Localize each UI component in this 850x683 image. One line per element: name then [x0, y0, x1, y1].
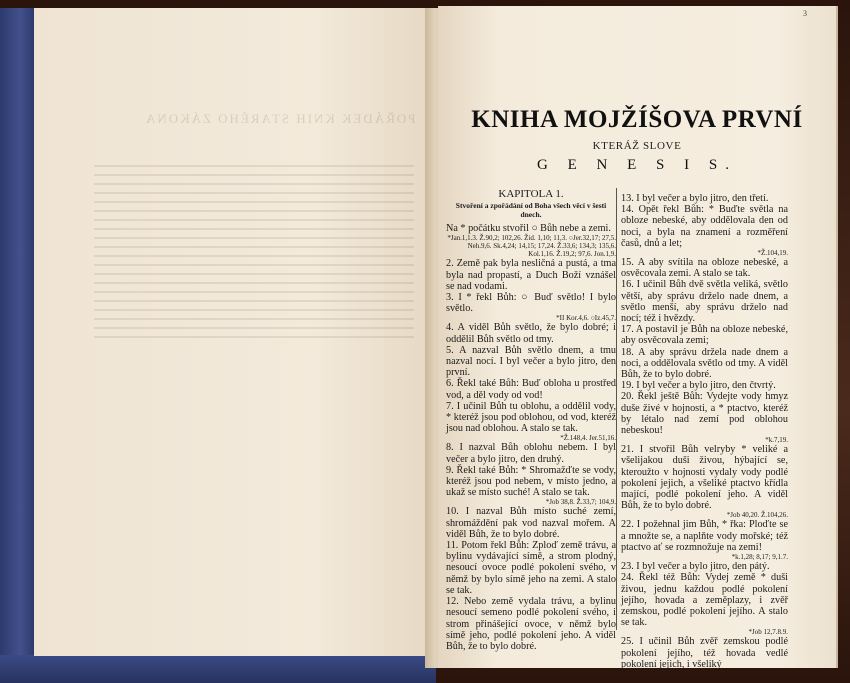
chapter-heading: KAPITOLA 1. — [498, 188, 564, 200]
verse — [621, 636, 788, 670]
verse — [446, 345, 616, 379]
verse-text: 22. I požehnal jim Bůh, * řka: Ploďte se a množte se, a naplňte vody mořské; též ptactvo ať se rozmnožuje na zemi! — [621, 519, 788, 553]
right-text-column — [621, 193, 788, 670]
verse — [446, 401, 616, 443]
cross-reference: *Job 12,7.8.9. — [748, 628, 788, 637]
verse-text: 4. A viděl Bůh světlo, že bylo dobré; i oddělil Bůh světlo od tmy. — [446, 322, 616, 345]
verse — [621, 279, 788, 324]
left-page-bleedthrough-heading: POŘÁDEK KNIH STARÉHO ZÁKONA — [144, 111, 416, 126]
verse-text: 15. A aby svítila na obloze nebeské, a osvěcovala zemi. A stalo se tak. — [621, 257, 788, 280]
verse — [621, 561, 788, 572]
column-divider — [616, 188, 617, 630]
verse — [446, 292, 616, 322]
verse — [446, 322, 616, 344]
book-cover-bottom — [0, 655, 436, 683]
verse — [446, 465, 616, 507]
verse-text: 9. Řekl také Bůh: * Shromažďte se vody, kteréž jsou pod nebem, v místo jedno, a ukaž se místo suché! A stalo se tak. — [446, 464, 616, 499]
verse — [621, 324, 788, 346]
verse-text: 17. A postavil je Bůh na obloze nebeské, aby osvěcovala zemi; — [621, 324, 788, 347]
left-verses — [446, 223, 616, 652]
verse-text: 25. I učinil Bůh zvěř zemskou podlé pokolení jejího, též hovada vedlé pokolení jejich, i všeliký — [621, 636, 788, 670]
verse-text: Na * počátku stvořil ○ Bůh nebe a zemi. — [446, 223, 611, 235]
verse — [446, 596, 616, 652]
verse-text: 5. A nazval Bůh světlo dnem, a tmu nazval nocí. I byl večer a bylo jitro, den první. — [446, 344, 616, 379]
verse-text: 2. Země pak byla nesličná a pustá, a tma byla nad propastí, a Duch Boží vznášel se nad vodami. — [446, 258, 616, 292]
verse-text: 13. I byl večer a bylo jitro, den třetí. — [621, 193, 769, 204]
verse-text: 6. Řekl také Bůh: Buď obloha u prostřed vod, a děl vody od vod! — [446, 378, 616, 401]
verse — [446, 506, 616, 540]
verse-text: 18. A aby správu držela nade dnem a noci, a oddělovala světlo od tmy. A viděl Bůh, že to bylo dobré. — [621, 346, 788, 381]
verse — [621, 193, 788, 204]
verse — [446, 378, 616, 400]
verse-text: 16. I učinil Bůh dvě světla veliká, světlo větší, aby správu drželo nade dnem, a světlo menší, aby správu drželo nad nocí; též i hvězdy. — [621, 279, 788, 325]
verse-text: 24. Řekl též Bůh: Vydej země * duši živou, jednu každou podlé pokolení jejího, hovada a zeměplazy, i zvěř zemskou, podlé pokolení jejího. A stalo se tak. — [621, 572, 788, 629]
verse — [621, 204, 788, 257]
verse — [621, 519, 788, 561]
verse-text: 11. Potom řekl Bůh: Zploď země trávu, a bylinu vydávající símě, a strom plodný, nesoucí ovoce podlé pokolení svého, v němž by bylo símě jeho na zemi. A stalo se tak. — [446, 540, 616, 596]
verse-text: 10. I nazval Bůh místo suché zemí, shromáždění pak vod nazval mořem. A viděl Bůh, že to bylo dobré. — [446, 506, 616, 540]
verse — [621, 380, 788, 391]
verse-text: 20. Řekl ještě Bůh: Vydejte vody hmyz duše živé v hojnosti, a * ptactvo, kteréž by létalo nad zemí pod oblohou nebeskou! — [621, 391, 788, 437]
verse — [446, 258, 616, 292]
cross-reference: *k.1,28; 8,17; 9,1.7. — [731, 553, 788, 562]
left-text-column — [446, 189, 616, 652]
cross-reference: *Job 38,8. Ž.33,7; 104,9. — [545, 498, 616, 507]
verse — [621, 391, 788, 444]
verse-text: 12. Nebo země vydala trávu, a bylinu nesoucí semeno podlé pokolení svého, i strom přinášející ovoce, v němž bylo símě jeho, podlé pokolení jeho. A viděl Bůh, že to bylo dobré. — [446, 596, 616, 652]
verse-text: 14. Opět řekl Bůh: * Buďte světla na obloze nebeské, aby oddělovala den od noci, a byla na znamení a rozměření časů, dnů a let; — [621, 204, 788, 249]
page-number: 3 — [803, 9, 807, 18]
book-name: G E N E S I S. — [537, 157, 737, 173]
cross-reference: *Jan.1,1.3. Ž.90,2; 102,26. Žid. 1,10; 11,3. ○Jer.32,17; 27,5. Neh.9,6. Sk.4,24; 14,15; 17,24. Ž.33,6; 134,3; 135,6. Kol.1,16. Ž.19,2; 97,6. Jon.1,9. — [447, 234, 616, 259]
cross-reference: *Ž.104,19. — [757, 249, 788, 258]
cross-reference: *k.7,19. — [765, 436, 788, 445]
verse — [621, 257, 788, 279]
verse — [621, 572, 788, 636]
right-verses — [621, 193, 788, 670]
verse-text: 7. I učinil Bůh tu oblohu, a oddělil vody, * kteréž jsou pod oblohou, od vod, kteréž jsou nad oblohou. A stalo se tak. — [446, 400, 616, 435]
verse-text: 8. I nazval Bůh oblohu nebem. I byl večer a bylo jitro, den druhý. — [446, 442, 616, 465]
left-page — [34, 8, 434, 656]
verse-text: 19. I byl večer a bylo jitro, den čtvrtý. — [621, 380, 776, 392]
chapter-summary: Stvoření a zpořádání od Boha všech věcí v šesti dnech. — [455, 201, 607, 220]
verse-text: 21. I stvořil Bůh velryby * veliké a všelijakou duši živou, hýbající se, kteroužto v hojnosti vydaly vody podlé pokolení jejich, a všeliké ptactvo křídla mající, podlé pokolení jeho. A viděl Bůh, že to bylo dobré. — [621, 444, 788, 512]
book-cover-spine — [0, 8, 34, 680]
verse — [446, 223, 616, 258]
verse-text: 3. I * řekl Bůh: ○ Buď světlo! I bylo světlo. — [446, 292, 616, 315]
left-page-bleedthrough-lines — [94, 158, 414, 378]
book-subtitle: KTERÁŽ SLOVE — [592, 140, 682, 152]
cross-reference: *II Kor.4,6. ○Iz.45,7. — [556, 314, 616, 323]
book-title: KNIHA MOJŽÍŠOVA PRVNÍ — [471, 106, 803, 133]
verse — [621, 347, 788, 381]
verse-text: 23. I byl večer a bylo jitro, den pátý. — [621, 561, 770, 573]
verse — [446, 540, 616, 596]
cross-reference: *Ž.148,4. Jer.51,16. — [560, 434, 616, 443]
verse — [621, 444, 788, 519]
verse — [446, 442, 616, 464]
cross-reference: *Job 40,20. Ž.104,26. — [726, 511, 788, 520]
